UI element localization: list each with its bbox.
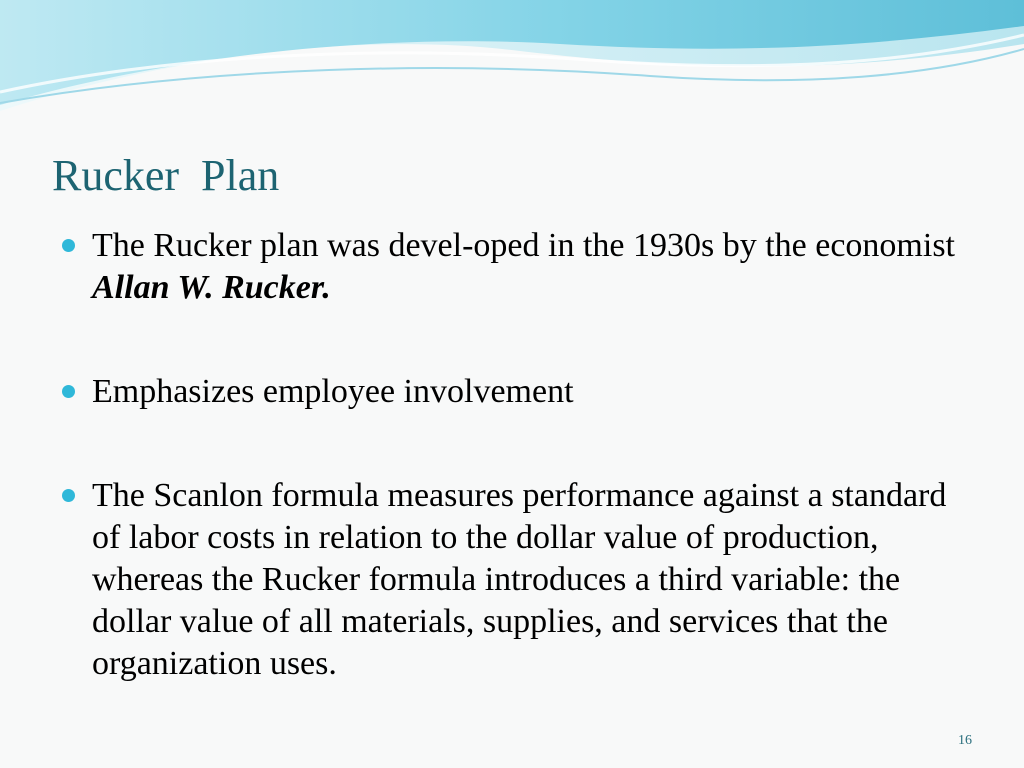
page-number: 16 (958, 733, 972, 748)
decorative-wave-header (0, 0, 1024, 130)
slide-title: Rucker Plan (52, 151, 280, 200)
economist-name-emphasis: Allan W. Rucker. (92, 269, 331, 306)
bullet-text-formula-comparison: The Scanlon formula measures performance against a standard of labor costs in relation to the dollar value of production, whereas the Rucker formula introduces a third variable: the dollar value of all materials, supplies, and services that the organization uses. (92, 477, 947, 682)
bullet-list (62, 225, 962, 685)
bullet-item-rucker-plan-origin (62, 225, 962, 309)
bullet-text-origin: The Rucker plan was devel-oped in the 1930s by the economist (92, 227, 955, 264)
bullet-marker-icon (62, 385, 75, 398)
bullet-marker-icon (62, 489, 75, 502)
bullet-marker-icon (62, 239, 75, 252)
bullet-text-employee-involvement: Emphasizes employee involvement (92, 373, 574, 410)
bullet-item-formula-comparison (62, 475, 962, 685)
bullet-item-employee-involvement (62, 371, 962, 413)
